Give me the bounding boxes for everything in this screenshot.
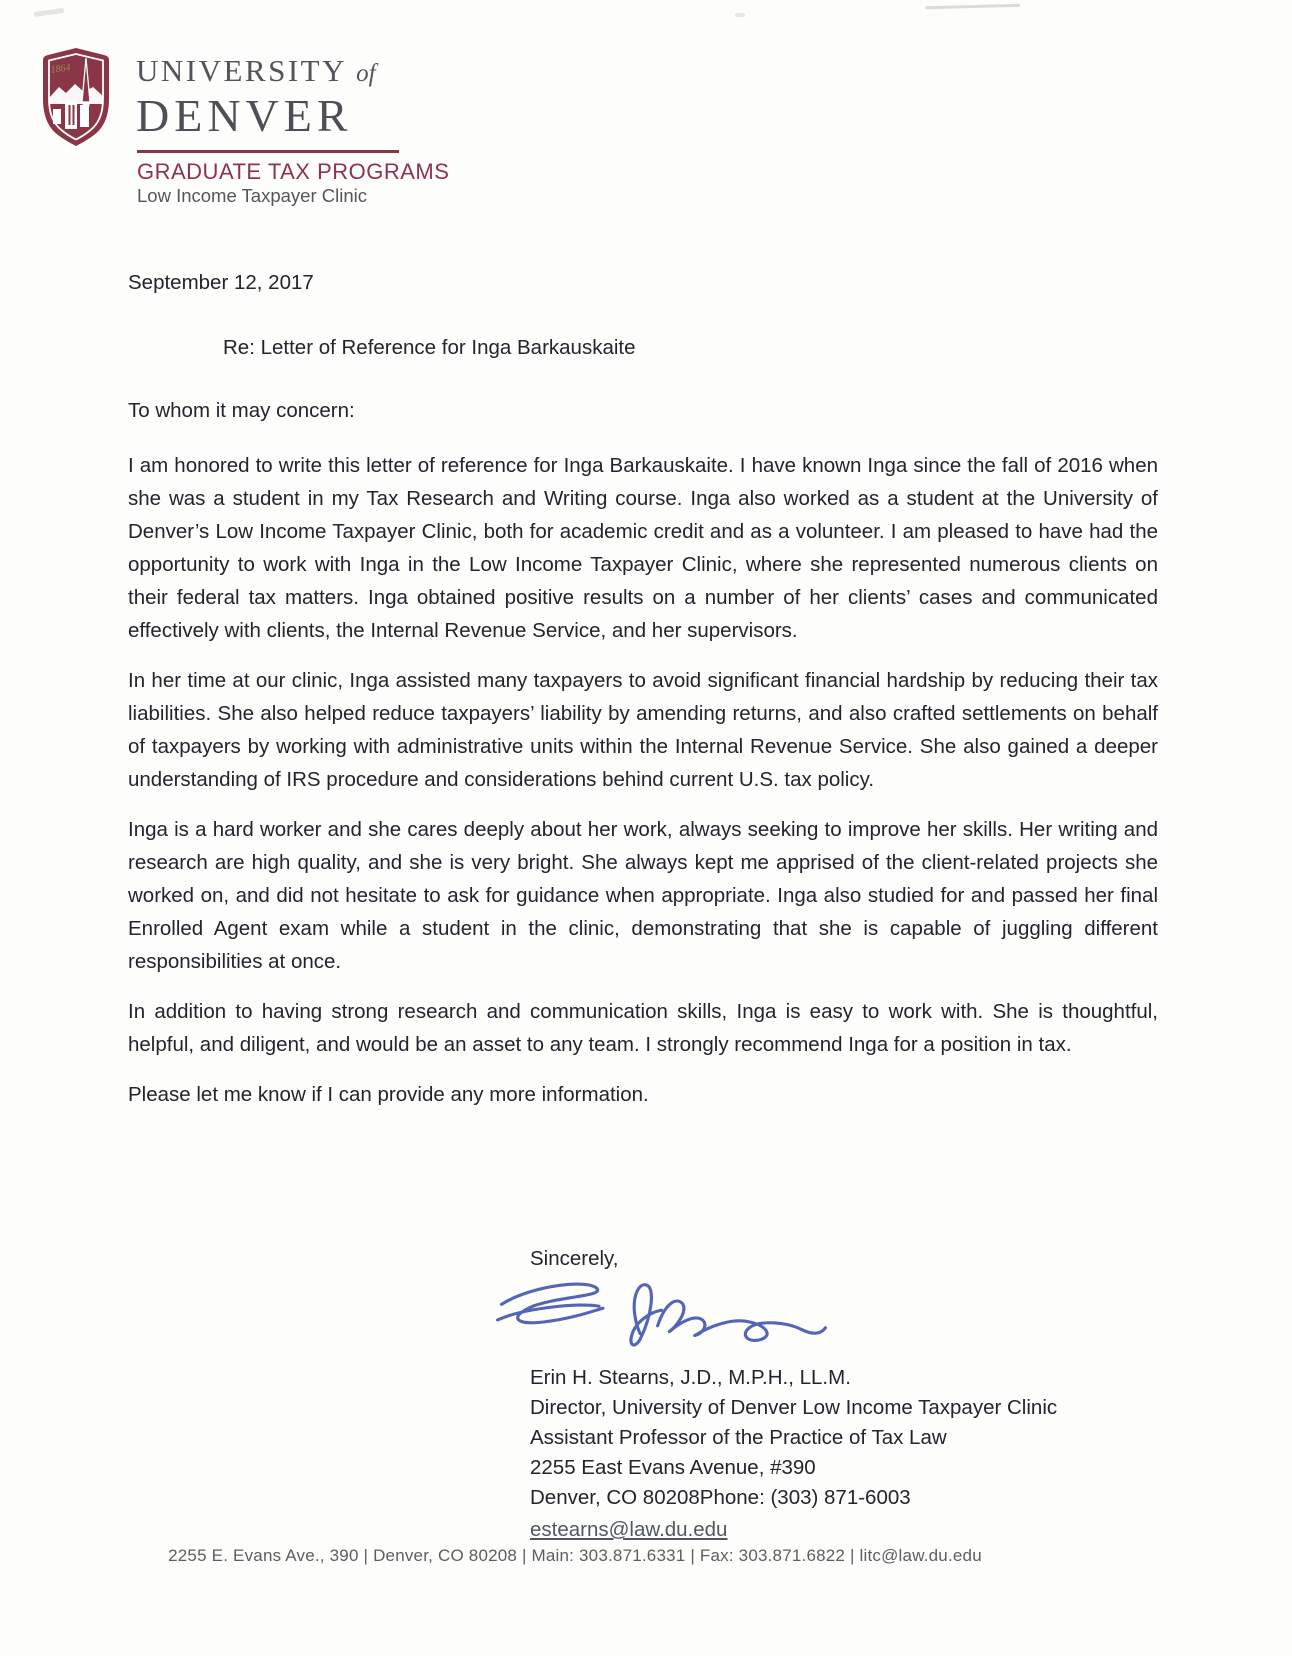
du-shield-logo [38,47,114,147]
signer-title-2: Assistant Professor of the Practice of Tax Law [530,1426,947,1449]
wordmark-of: of [356,60,376,87]
footer-contact-line: 2255 E. Evans Ave., 390 | Denver, CO 80208 | Main: 303.871.6331 | Fax: 303.871.6822 | litc@law.du.edu [168,1546,982,1565]
closing-word: Sincerely, [530,1247,619,1270]
shield-building [53,109,61,124]
shield-building [65,101,77,129]
signer-address-1: 2255 East Evans Avenue, #390 [530,1456,816,1479]
signer-title-1: Director, University of Denver Low Income Taxpayer Clinic [530,1396,1058,1419]
closing-block [530,1242,1057,1546]
paragraph-3: Inga is a hard worker and she cares deeply about her work, always seeking to improve her skills. Her writing and research are high quality, and she is very bright. She always kept me apprised of the client-related projects she worked on, and did not hesitate to ask for guidance when appropriate. Inga also studied for and passed her final Enrolled Agent exam while a student in the clinic, demonstrating that she is capable of juggling different responsibilities at once. [128,818,1158,973]
shield-building [80,105,89,127]
letterhead-rule [137,150,399,153]
wordmark-university: UNIVERSITY [136,53,346,88]
salutation: To whom it may concern: [128,399,355,422]
signer-name: Erin H. Stearns, J.D., M.P.H., LL.M. [530,1366,851,1389]
scan-artifact [34,8,64,17]
paragraph-1: I am honored to write this letter of reference for Inga Barkauskaite. I have known Inga since the fall of 2016 when she was a student in my Tax Research and Writing course. Inga also worked as a student at the University of Denver’s Low Income Taxpayer Clinic, both for academic credit and as a volunteer. I am pleased to have had the opportunity to work with Inga in the Low Income Taxpayer Clinic, where she represented numerous clients on their federal tax matters. Inga obtained positive results on a number of her clients’ cases and communicated effectively with clients, the Internal Revenue Service, and her supervisors. [128,454,1158,642]
letter-body [128,266,1158,1128]
shield-year: 1864 [49,62,72,76]
paragraph-4: In addition to having strong research and communication skills, Inga is easy to work with. She is thoughtful, helpful, and diligent, and would be an asset to any team. I strongly recommend Inga for a position in tax. [128,1000,1158,1056]
signature-ink [488,1277,836,1357]
signer-address-2: Denver, CO 80208Phone: (303) 871-6003 [530,1486,911,1509]
university-wordmark [136,54,376,140]
paragraph-2: In her time at our clinic, Inga assisted many taxpayers to avoid significant financial hardship by reducing their tax liabilities. She also helped reduce taxpayers’ liability by amending returns, and also crafted settlements on behalf of taxpayers by working with administrative units within the Internal Revenue Service. She also gained a deeper understanding of IRS procedure and considerations behind current U.S. tax policy. [128,669,1158,791]
re-line: Re: Letter of Reference for Inga Barkauskaite [223,336,636,359]
program-name: GRADUATE TAX PROGRAMS [137,159,450,184]
wordmark-denver: DENVER [136,90,353,141]
scan-artifact [925,4,1020,9]
signer-email-link[interactable]: estearns@law.du.edu [530,1518,728,1541]
paragraph-5: Please let me know if I can provide any more information. [128,1083,649,1106]
footer [0,1546,1150,1566]
clinic-name: Low Income Taxpayer Clinic [137,185,367,206]
letter-date: September 12, 2017 [128,271,314,294]
scan-artifact [735,13,745,17]
